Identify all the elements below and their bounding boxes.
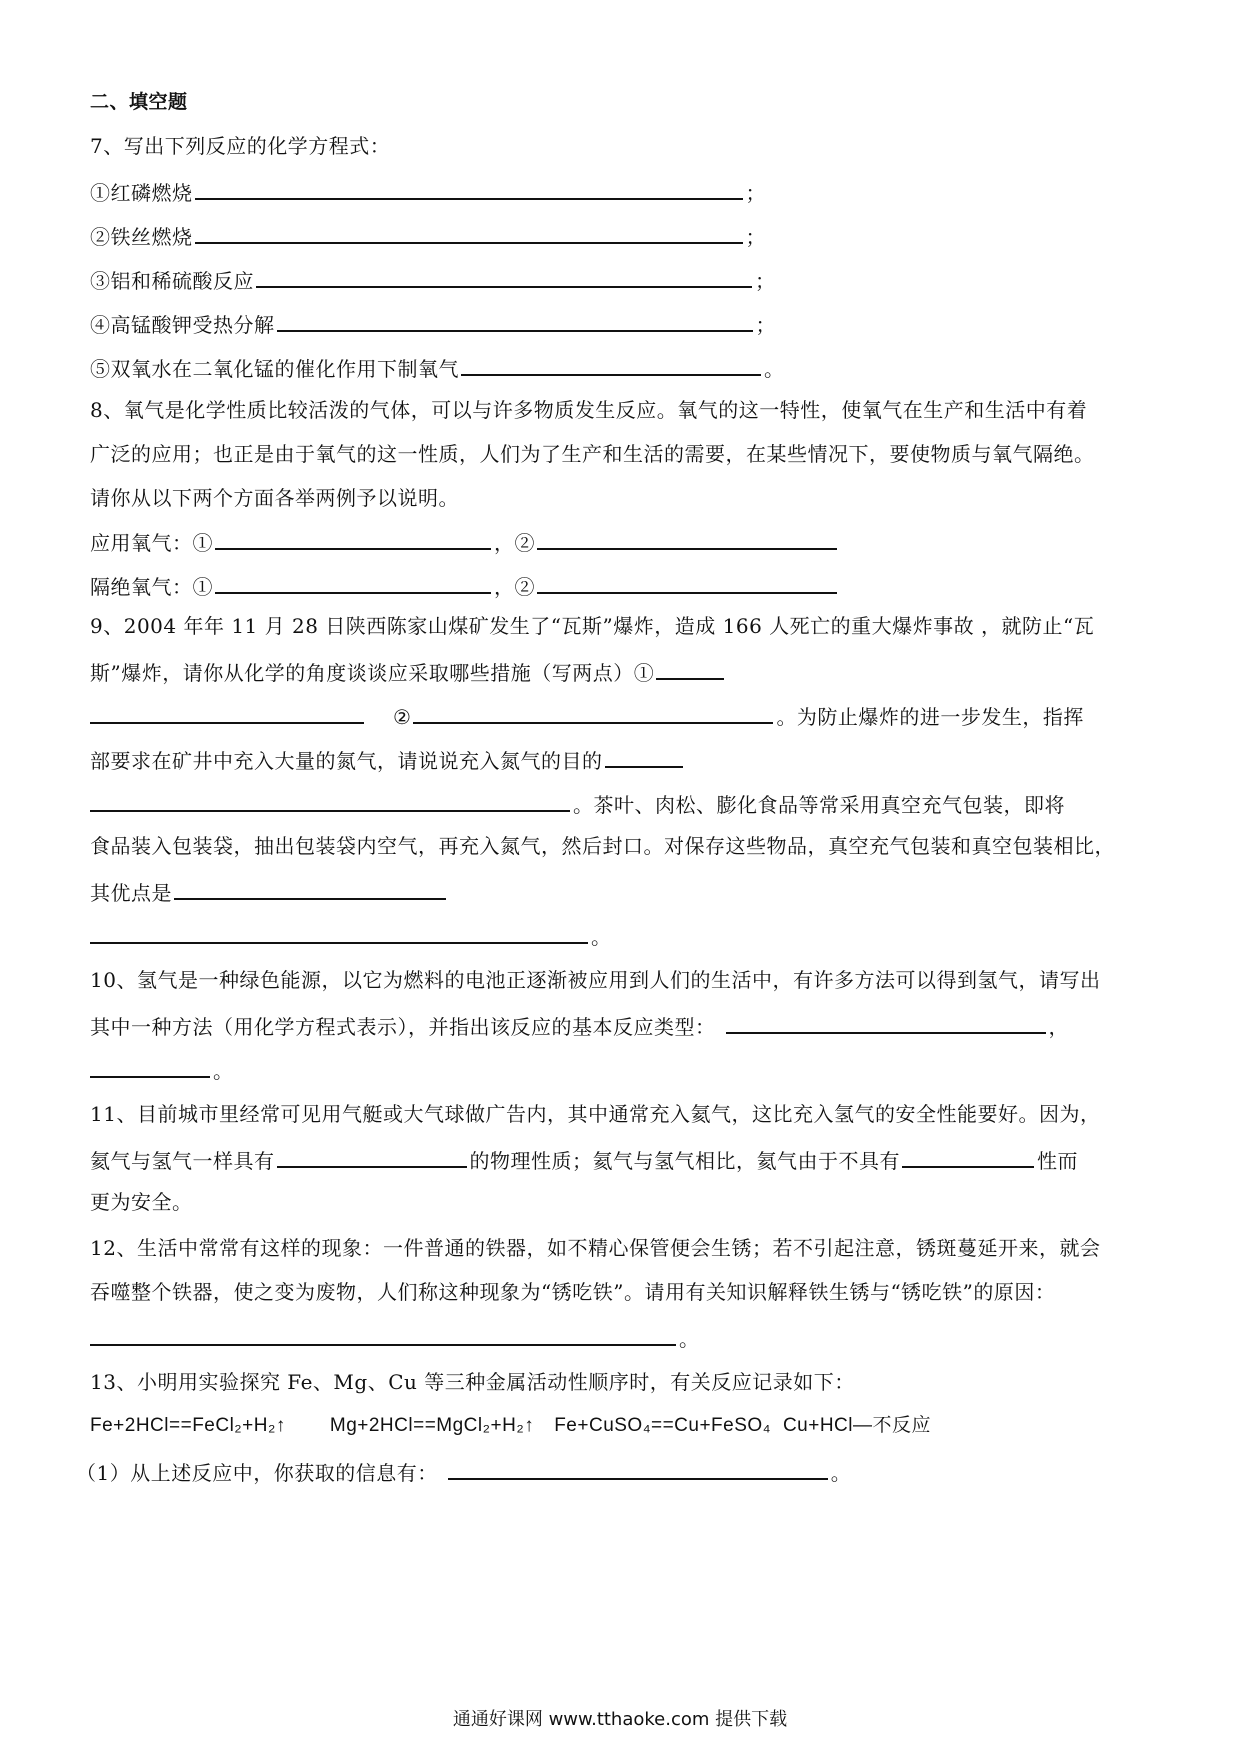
q11-line-3: 更为安全。 bbox=[90, 1190, 193, 1214]
q8-isolate-blank-2[interactable] bbox=[537, 564, 837, 594]
q7-item-3-label: ③铝和稀硫酸反应 bbox=[90, 269, 254, 293]
q11-line-2-c: 性而 bbox=[1037, 1149, 1078, 1173]
q9-measure-2-blank[interactable] bbox=[413, 694, 773, 724]
q13-sub-1-text: （1）从上述反应中，你获取的信息有： bbox=[76, 1461, 438, 1485]
q7-item-1 bbox=[90, 170, 1160, 210]
q8-apply-blank-1[interactable] bbox=[215, 520, 491, 550]
q8-isolate-label: 隔绝氧气：① bbox=[90, 575, 213, 599]
q12-line-3-end: 。 bbox=[679, 1327, 700, 1351]
q9-line-3 bbox=[90, 694, 1160, 734]
q8-line-2: 广泛的应用；也正是由于氧气的这一性质，人们为了生产和生活的需要，在某些情况下，要使物质与氧气隔绝。 bbox=[90, 442, 1095, 466]
q9-line-4 bbox=[90, 738, 1160, 778]
q9-line-1: 9、2004 年年 11 月 28 日陕西陈家山煤矿发生了“瓦斯”爆炸，造成 166 人死亡的重大爆炸事故 ，就防止“瓦 bbox=[90, 614, 1095, 638]
q10-line-2-text: 其中一种方法（用化学方程式表示），并指出该反应的基本反应类型： bbox=[90, 1015, 716, 1039]
q7-item-5-end: 。 bbox=[764, 357, 785, 381]
q8-isolate-row bbox=[90, 564, 1160, 604]
q9-line-5-end: 。茶叶、肉松、膨化食品等常采用真空充气包装，即将 bbox=[573, 793, 1065, 817]
q7-item-5-blank[interactable] bbox=[461, 346, 761, 376]
q7-item-4-blank[interactable] bbox=[277, 302, 753, 332]
q7-stem: 7、写出下列反应的化学方程式： bbox=[90, 134, 391, 158]
q11-line-2-b: 的物理性质；氦气与氢气相比，氦气由于不具有 bbox=[469, 1149, 900, 1173]
q7-item-2-blank[interactable] bbox=[195, 214, 743, 244]
q7-item-1-blank[interactable] bbox=[195, 170, 743, 200]
q10-line-1: 10、氢气是一种绿色能源，以它为燃料的电池正逐渐被应用到人们的生活中，有许多方法可以得到氢气，请写出 bbox=[90, 968, 1101, 992]
q7-item-5 bbox=[90, 346, 1160, 386]
q9-line-8-end: 。 bbox=[591, 925, 612, 949]
q9-line-7-text: 其优点是 bbox=[90, 881, 172, 905]
q13-reaction-4: Cu+HCl—不反应 bbox=[782, 1415, 931, 1436]
q9-line-7 bbox=[90, 870, 1160, 910]
q7-item-1-end: ； bbox=[745, 181, 766, 205]
q12-line-1: 12、生活中常常有这样的现象：一件普通的铁器，如不精心保管便会生锈；若不引起注意，锈斑蔓延开来，就会 bbox=[90, 1236, 1101, 1260]
q10-line-2 bbox=[90, 1004, 1160, 1044]
q9-line-4-text: 部要求在矿井中充入大量的氮气，请说说充入氮气的目的 bbox=[90, 749, 603, 773]
q7-item-3-blank[interactable] bbox=[256, 258, 752, 288]
q10-line-2-end: ， bbox=[1048, 1015, 1069, 1039]
q11-line-2 bbox=[90, 1138, 1160, 1178]
q9-measure-1-cont-blank[interactable] bbox=[90, 694, 364, 724]
q12-line-3 bbox=[90, 1316, 1160, 1356]
q12-reason-blank[interactable] bbox=[90, 1316, 676, 1346]
q7-item-4 bbox=[90, 302, 1160, 342]
q13-reactions bbox=[90, 1406, 1160, 1446]
q10-reaction-type-blank[interactable] bbox=[90, 1048, 210, 1078]
section-title: 二、填空题 bbox=[90, 91, 188, 113]
q8-line-3: 请你从以下两个方面各举两例予以说明。 bbox=[90, 486, 459, 510]
q7-item-2 bbox=[90, 214, 1160, 254]
q8-isolate-sep: ，② bbox=[494, 575, 535, 599]
q9-advantage-blank[interactable] bbox=[174, 870, 446, 900]
q9-nitrogen-purpose-cont-blank[interactable] bbox=[90, 782, 570, 812]
q11-flammability-blank[interactable] bbox=[902, 1138, 1034, 1168]
q9-line-6: 食品装入包装袋，抽出包装袋内空气，再充入氮气，然后封口。对保存这些物品，真空充气包装和真空包装相比， bbox=[90, 834, 1115, 858]
q7-item-3-end: ； bbox=[755, 269, 776, 293]
q11-line-1: 11、目前城市里经常可见用气艇或大气球做广告内，其中通常充入氦气，这比充入氢气的安全性能要好。因为， bbox=[90, 1102, 1101, 1126]
q9-line-8 bbox=[90, 914, 1160, 954]
q11-line-2-a: 氦气与氢气一样具有 bbox=[90, 1149, 275, 1173]
q7-item-5-label: ⑤双氧水在二氧化锰的催化作用下制氧气 bbox=[90, 357, 459, 381]
q10-equation-blank[interactable] bbox=[726, 1004, 1046, 1034]
q7-item-4-end: ； bbox=[755, 313, 776, 337]
q10-line-3-end: 。 bbox=[213, 1059, 234, 1083]
q7-item-1-label: ①红磷燃烧 bbox=[90, 181, 193, 205]
q9-line-3-end: 。为防止爆炸的进一步发生，指挥 bbox=[776, 705, 1084, 729]
q13-sub-1 bbox=[76, 1450, 1146, 1490]
q13-sub-1-end: 。 bbox=[830, 1461, 852, 1485]
q9-line-5 bbox=[90, 782, 1160, 822]
q9-line-2-text: 斯”爆炸，请你从化学的角度谈谈应采取哪些措施（写两点）① bbox=[90, 661, 655, 685]
q13-reaction-3: Fe+CuSO₄==Cu+FeSO₄ bbox=[554, 1415, 771, 1436]
q11-property-blank[interactable] bbox=[277, 1138, 467, 1168]
q9-nitrogen-purpose-blank[interactable] bbox=[605, 738, 683, 768]
q7-item-2-label: ②铁丝燃烧 bbox=[90, 225, 193, 249]
q8-apply-blank-2[interactable] bbox=[537, 520, 837, 550]
q13-line-1: 13、小明用实验探究 Fe、Mg、Cu 等三种金属活动性顺序时，有关反应记录如下： bbox=[90, 1370, 855, 1394]
q8-line-1: 8、氧气是化学性质比较活泼的气体，可以与许多物质发生反应。氧气的这一特性，使氧气在生产和生活中有着 bbox=[90, 398, 1088, 422]
q9-line-2 bbox=[90, 650, 1160, 690]
q7-item-4-label: ④高锰酸钾受热分解 bbox=[90, 313, 275, 337]
q13-reaction-1: Fe+2HCl==FeCl₂+H₂↑ bbox=[90, 1415, 286, 1436]
q7-item-3 bbox=[90, 258, 1160, 298]
q9-measure-1-blank[interactable] bbox=[656, 650, 724, 680]
page-footer: 通通好课网 www.tthaoke.com 提供下载 bbox=[452, 1709, 788, 1730]
q10-line-3 bbox=[90, 1048, 1160, 1088]
q8-apply-row bbox=[90, 520, 1160, 560]
q8-isolate-blank-1[interactable] bbox=[215, 564, 491, 594]
q7-item-2-end: ； bbox=[745, 225, 766, 249]
q8-apply-sep: ，② bbox=[494, 531, 535, 555]
q8-apply-label: 应用氧气：① bbox=[90, 531, 213, 555]
q13-info-blank[interactable] bbox=[448, 1450, 828, 1480]
q13-reaction-2: Mg+2HCl==MgCl₂+H₂↑ bbox=[329, 1415, 535, 1436]
q9-advantage-cont-blank[interactable] bbox=[90, 914, 588, 944]
q9-measure-2-label: ② bbox=[393, 705, 412, 729]
q12-line-2: 吞噬整个铁器，使之变为废物，人们称这种现象为“锈吃铁”。请用有关知识解释铁生锈与“锈吃铁”的原因： bbox=[90, 1280, 1056, 1304]
